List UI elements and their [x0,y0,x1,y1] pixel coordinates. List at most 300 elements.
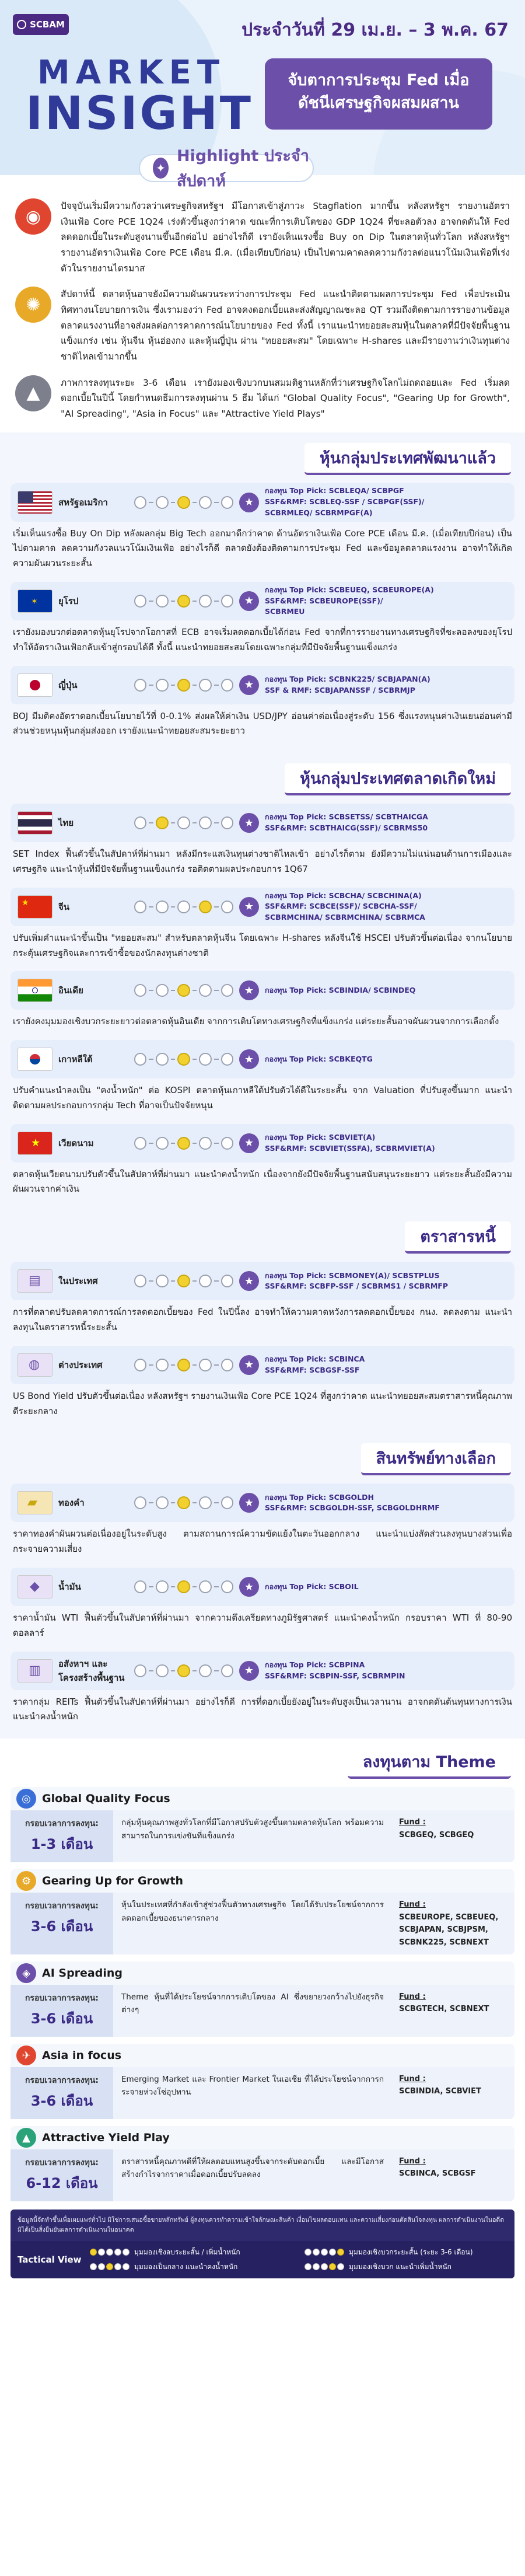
dot-connector [149,1059,153,1060]
legend-dot [90,2249,97,2256]
star-icon: ★ [239,1661,259,1681]
tactical-dot [221,1496,233,1509]
market-description: ราคากลุ่ม REITs ฟื้นตัวขึ้นในสัปดาห์ที่ผ่านมา อย่างไรก็ดี การที่ดอกเบี้ยยังอยู่ในระดับสูงเป็นเวลานาน อาจกดดันต้นทุนทางการเงิน แนะนำคงน้ำหนัก [13,1696,512,1722]
star-icon: ★ [239,980,259,1000]
theme-card [10,2126,514,2201]
top-pick-line: กองทุน Top Pick: SCBNK225/ SCBJAPAN(A) [265,674,430,683]
logo-mark-icon [17,20,26,29]
top-pick [265,674,508,696]
tactical-dot [156,1137,168,1150]
market-description: ราคาน้ำมัน WTI ฟื้นตัวขึ้นในสัปดาห์ที่ผ่านมา จากความตึงเครียดทางภูมิรัฐศาสตร์ แนะนำคงน้ำหนัก กรอบราคา WTI ที่ 80-90 ดอลลาร์ [13,1612,512,1638]
developed-section [0,432,525,753]
theme-horizon [10,1985,113,2037]
dot-connector [149,601,153,602]
tactical-dot [177,1275,190,1287]
tactical-dot [199,1664,211,1677]
tactical-dot [199,1137,211,1150]
tactical-dot [134,1359,146,1371]
tactical-dot [221,1580,233,1593]
legend-dot [337,2249,344,2256]
theme-title [10,2044,514,2067]
tactical-dot [134,900,146,913]
dot-connector [192,502,197,503]
theme-icon: ⚙ [16,1871,36,1891]
market-description: ราคาทองคำผันผวนต่อเนื่องอยู่ในระดับสูง ตามสถานการณ์ความขัดแย้งในตะวันออกกลาง แนะนำแบ่งสัดส่วนลงทุนบางส่วนเพื่อกระจายความเสี่ยง [13,1528,512,1555]
market-name: ในประเทศ [58,1276,98,1287]
market-row [10,1040,514,1078]
theme-title-text: Asia in focus [42,2049,122,2062]
dot-connector [171,1280,176,1282]
dot-connector [214,1280,219,1282]
dot-connector [149,822,153,823]
tactical-dot [177,900,190,913]
tactical-dot [199,1359,211,1371]
tactical-dot [156,1496,168,1509]
theme-horizon [10,1893,113,1954]
fixed-income-section [0,1211,525,1433]
market-name: อินเดีย [58,985,83,996]
top-pick-line: SSF & RMF: SCBJAPANSSF / SCBRMJP [265,685,415,694]
theme-description: Emerging Market และ Frontier Market ในเอเชีย ที่ได้ประโยชน์จากการกระจายห่วงโซ่อุปทาน [121,2075,384,2097]
section-title: หุ้นกลุ่มประเทศตลาดเกิดใหม่ [285,763,511,795]
legend-dot [98,2263,105,2270]
market-description: US Bond Yield ปรับตัวขึ้นต่อเนื่อง หลังสหรัฐฯ รายงานเงินเฟ้อ Core PCE 1Q24 ที่สูงกว่าคาด แนะนำทยอยสะสมตราสารหนี้คุณภาพดีระยะกลาง [13,1390,512,1416]
highlight-text: ภาพการลงทุนระยะ 3-6 เดือน เรายังมองเชิงบวกบนสมมติฐานหลักที่ว่าเศรษฐกิจโลกไม่ถดถอยและ Fed เริ่มลดดอกเบี้ยในปีนี้ โดยกำหนดธีมการลงทุนผ่าน 5 ธีม ได้แก่ "Global Quality Focus", "Gearing Up for Growth", "AI Spreading", "Asia in Focus" และ "Attractive Yield Plays" [61,377,510,419]
market-name: ยุโรป [58,595,79,606]
section-title: ลงทุนตาม Theme [348,1747,511,1779]
dot-connector [192,685,197,686]
tactical-dot [199,595,211,608]
market-name: ไทย [58,818,74,829]
legend-dot [98,2249,105,2256]
top-pick-line: กองทุน Top Pick: SCBLEQA/ SCBPGF [265,486,404,495]
dot-connector [149,1364,153,1366]
dot-connector [149,1586,153,1587]
theme-horizon [10,2067,113,2119]
star-icon: ★ [239,897,259,917]
chart-icon: ▲ [15,375,51,411]
issue-date: ประจำวันที่ 29 เม.ย. – 3 พ.ค. 67 [242,20,509,40]
fund-list: SCBGTECH, SCBNEXT [399,2005,489,2014]
top-pick [265,1492,508,1514]
market-row [10,888,514,926]
market-name: ต่างประเทศ [58,1359,103,1370]
tactical-dot [134,1275,146,1287]
star-icon: ★ [239,1493,259,1513]
legend-dot [313,2249,320,2256]
market-name: จีน [58,901,70,912]
top-pick-line: SSF&RMF: SCBEUROPE(SSF)/ [265,596,383,605]
fund-label: Fund : [399,2157,426,2166]
highlight-item [15,287,510,364]
tactical-dots [134,1664,233,1677]
theme-title [10,1869,514,1893]
horizon-value: 3-6 เดือน [30,2010,93,2027]
tactical-dot [177,679,190,692]
theme-funds [392,1893,514,1954]
dot-connector [149,685,153,686]
tactical-dots [134,816,233,829]
theme-horizon [10,2149,113,2201]
top-pick-line: กองทุน Top Pick: SCBCHA/ SCBCHINA(A) [265,891,422,900]
dot-connector [149,990,153,991]
dot-connector [171,685,176,686]
star-icon: ★ [239,1271,259,1291]
market-row [10,1262,514,1300]
legend-dot [313,2263,320,2270]
theme-title [10,2126,514,2149]
market-row [10,1652,514,1690]
tactical-dot [156,595,168,608]
theme-icon: ✈ [16,2046,36,2065]
horizon-label: กรอบเวลาการลงทุน: [24,2158,99,2167]
market-flag-icon: ▰ [18,1491,52,1514]
theme-body [10,1893,514,1954]
theme-funds [392,1985,514,2037]
dot-connector [171,1502,176,1503]
dot-connector [171,1586,176,1587]
dot-connector [192,1670,197,1671]
theme-icon: ▲ [16,2128,36,2148]
tactical-dot [156,1580,168,1593]
market-flag-icon: ✶ [18,589,52,613]
fund-list: SCBINDIA, SCBVIET [399,2087,481,2096]
tactical-title: Tactical View [18,2254,82,2265]
section-header [0,1747,525,1779]
tactical-dot [177,1137,190,1150]
theme-body [10,2149,514,2201]
top-pick-line: SSF&RMF: SCBLEQ-SSF / SCBPGF(SSF)/ [265,497,425,507]
market-row [10,582,514,620]
dot-connector [192,1502,197,1503]
dot-connector [192,1586,197,1587]
market-flag-icon: ◍ [18,1353,52,1377]
dot-connector [214,1670,219,1671]
tactical-dot [156,1053,168,1066]
star-icon: ★ [239,675,259,695]
legend-item [90,2261,293,2273]
market-flag-icon [18,979,52,1002]
dot-connector [192,601,197,602]
tactical-dot [177,496,190,509]
dot-connector [214,502,219,503]
market-description: การที่ตลาดปรับลดคาดการณ์การลดดอกเบี้ยของ Fed ในปีนี้ลง อาจทำให้ความคาดหวังการลดดอกเบี้ยของ กนง. ลดลงตาม แนะนำลงทุนในตราสารหนี้ระยะสั้น [13,1307,512,1333]
tactical-dots [134,679,233,692]
top-pick [265,486,508,518]
theme-horizon [10,1810,113,1862]
dot-connector [214,1143,219,1144]
tactical-dot [199,1496,211,1509]
tactical-dot [177,1053,190,1066]
tactical-dot [134,984,146,997]
legend-dot [329,2249,336,2256]
theme-description: Theme หุ้นที่ได้ประโยชน์จากการเติบโตของ AI ซึ่งขยายวงกว้างไปยังธุรกิจต่างๆ [121,1992,384,2015]
tactical-dot [221,900,233,913]
tactical-dot [221,1359,233,1371]
fund-list: SCBEUROPE, SCBEUEQ, SCBJAPAN, SCBJPSM, SCBNK225, SCBNEXT [399,1912,499,1947]
market-name: สหรัฐอเมริกา [58,497,108,508]
dot-connector [192,1143,197,1144]
legend-dot [106,2263,113,2270]
theme-body [10,1810,514,1862]
dot-connector [214,1586,219,1587]
top-pick [265,1132,508,1154]
legend-item [304,2261,508,2273]
emerging-section [0,753,525,1211]
dot-connector [214,1502,219,1503]
megaphone-icon: ✺ [15,287,51,323]
top-pick [265,812,508,834]
tactical-dot [156,1359,168,1371]
legend-dot [321,2249,328,2256]
section-title: หุ้นกลุ่มประเทศพัฒนาแล้ว [304,443,511,475]
legend-dots [90,2263,130,2270]
market-name: น้ำมัน [58,1582,81,1593]
top-pick-line: กองทุน Top Pick: SCBKEQTG [265,1054,373,1063]
horizon-value: 1-3 เดือน [30,1836,93,1853]
star-icon: ★ [239,1133,259,1153]
logo-text: SCBAM [30,19,65,30]
highlight-text: ปัจจุบันเริ่มมีความกังวลว่าเศรษฐกิจสหรัฐฯ มีโอกาสเข้าสู่ภาวะ Stagflation มากขึ้น หลังสหรัฐฯ รายงานอัตราเงินเฟ้อ Core PCE 1Q24 เร่งตัวขึ้นสูงกว่าคาด ขณะที่การเติบโตของ GDP 1Q24 ที่ชะลอตัวลง อาจกดดันให้ Fed ลดดอกเบี้ยในระดับสูงนานขึ้นอีกต่อไป อย่างไรก็ดี เรายังเห็นแรงซื้อ Buy on Dip ในตลาดหุ้นทั่วโลก หลังสหรัฐฯ รายงานอัตราเงินเฟ้อ Core PCE เดือน มี.ค. (เมื่อเทียบปีก่อน) เป็นไปตามคาดลดความกังวลต่อแนวโน้มเงินเฟ้อที่เร่งตัวในรายงานไตรมาส [61,201,510,274]
dot-connector [149,1143,153,1144]
dot-connector [214,685,219,686]
tactical-dot [156,496,168,509]
legend-dot [114,2249,121,2256]
legend-dot [337,2263,344,2270]
tactical-dots [134,900,233,913]
legend-dot [90,2263,97,2270]
theme-title-text: Global Quality Focus [42,1792,170,1806]
tactical-dot [177,984,190,997]
tactical-dot [134,1664,146,1677]
legend-dot [304,2249,312,2256]
top-pick-line: SSF&RMF: SCBVIET(SSFA), SCBRMVIET(A) [265,1143,435,1153]
tactical-dots [134,1359,233,1371]
alternatives-section [0,1433,525,1739]
tactical-legend [90,2247,508,2273]
market-row [10,1124,514,1163]
fund-list: SCBINCA, SCBGSF [399,2169,476,2179]
star-icon: ★ [239,1049,259,1069]
tactical-dot [177,1496,190,1509]
dot-connector [192,1280,197,1282]
tactical-dots [134,984,233,997]
horizon-label: กรอบเวลาการลงทุน: [24,1901,99,1911]
legend-label: มุมมองเชิงลบระยะสั้น / เพิ่มน้ำหนัก [134,2247,240,2256]
highlights [0,175,525,422]
dot-connector [214,906,219,907]
market-name: เวียดนาม [58,1137,94,1149]
theme-body [10,1985,514,2037]
horizon-label: กรอบเวลาการลงทุน: [24,1994,99,2003]
tactical-dot [177,1580,190,1593]
tactical-dot [221,496,233,509]
theme-card [10,1961,514,2037]
dot-connector [171,822,176,823]
top-pick-line: กองทุน Top Pick: SCBOIL [265,1582,359,1591]
market-row [10,1484,514,1522]
legend-dot [123,2263,130,2270]
tactical-dot [199,1053,211,1066]
tactical-dot [134,595,146,608]
tactical-dot [134,1137,146,1150]
theme-title-text: Gearing Up for Growth [42,1875,184,1888]
tactical-dots [134,595,233,608]
top-pick-line: SCBRMEU [265,607,305,616]
dot-connector [192,906,197,907]
legend-dot [304,2263,312,2270]
section-header [0,1443,525,1475]
tactical-dot [177,1664,190,1677]
tactical-dot [221,1664,233,1677]
tactical-view [10,2241,514,2278]
market-row [10,666,514,704]
tactical-dot [199,1275,211,1287]
market-description: ปรับเพิ่มคำแนะนำขึ้นเป็น "ทยอยสะสม" สำหรับตลาดหุ้นจีน โดยเฉพาะ H-shares หลังจีนใช้ HSCEI ปรับตัวขึ้นต่อเนื่อง จากนโยบายกระตุ้นเศรษฐกิจและการเข้าซื้อของนักลงทุนต่างชาติ [13,932,512,958]
tactical-dots [134,496,233,509]
theme-funds [392,1810,514,1862]
theme-icon: ◎ [16,1789,36,1809]
star-icon: ★ [239,493,259,512]
legend-dot [123,2249,130,2256]
tactical-dot [156,679,168,692]
market-name: เกาหลีใต้ [58,1054,93,1065]
dot-connector [171,906,176,907]
top-pick-line: SCBRMLEQ/ SCBRMPGF(A) [265,508,373,517]
market-flag-icon: ▥ [18,1659,52,1683]
tactical-dot [156,1275,168,1287]
market-description: เรายังคงมุมมองเชิงบวกระยะยาวต่อตลาดหุ้นอินเดีย จากการเติบโตทางเศรษฐกิจที่แข็งแกร่ง แต่ระยะสั้นอาจผันผวนจากการเลือกตั้ง [13,1016,499,1027]
tactical-dot [221,984,233,997]
dot-connector [214,990,219,991]
scbam-logo [13,14,69,35]
legend-label: มุมมองเชิงบวกระยะสั้น (ระยะ 3-6 เดือน) [349,2247,473,2256]
top-pick [265,1660,508,1682]
fund-label: Fund : [399,2075,426,2083]
dot-connector [171,601,176,602]
highlight-title [139,147,314,190]
theme-funds [392,2149,514,2201]
top-pick [265,1582,508,1593]
tactical-dot [221,816,233,829]
top-pick-line: SSF&RMF: SCBFP-SSF / SCBRMS1 / SCBRMFP [265,1282,448,1291]
tactical-dot [199,496,211,509]
dot-connector [192,1364,197,1366]
theme-icon: ◈ [16,1963,36,1983]
brand-insight: INSIGHT [26,88,254,140]
top-pick-line: กองทุน Top Pick: SCBGOLDH [265,1492,374,1502]
dot-connector [214,1059,219,1060]
theme-description: หุ้นในประเทศที่กำลังเข้าสู่ช่วงฟื้นตัวทางเศรษฐกิจ โดยได้รับประโยชน์จากการลดดอกเบี้ยของธนาคารกลาง [121,1900,384,1923]
tactical-dot [156,1664,168,1677]
theme-description: กลุ่มหุ้นคุณภาพสูงทั่วโลกที่มีโอกาสปรับตัวสูงขึ้นตามตลาดหุ้นโลก พร้อมความสามารถในการแข่งขันที่แข็งแกร่ง [121,1818,384,1841]
horizon-value: 3-6 เดือน [30,2093,93,2109]
tactical-dot [134,679,146,692]
tactical-dot [177,1359,190,1371]
legend-dot [329,2263,336,2270]
market-description: ตลาดหุ้นเวียดนามปรับตัวขึ้นในสัปดาห์ที่ผ่านมา แนะนำคงน้ำหนัก เนื่องจากยังมีปัจจัยพื้นฐานสนับสนุนระยะยาว แต่ระยะสั้นยังมีความผันผวนจากค่าเงิน [13,1168,512,1195]
top-pick [265,985,508,996]
section-title: สินทรัพย์ทางเลือก [361,1443,511,1475]
market-name: อสังหาฯ และโครงสร้างพื้นฐาน [58,1658,125,1683]
market-description: BOJ มีมติคงอัตราดอกเบี้ยนโยบายไว้ที่ 0-0.1% ส่งผลให้ค่าเงิน USD/JPY อ่อนค่าต่อเนื่องสู่ระดับ 156 ซึ่งแรงหนุนค่าเงินเยนอ่อนค่ามีส่วนช่วยหนุนหุ้นกลุ่มส่งออก เรายังแนะนำทยอยสะสมระยะยาว [13,710,512,737]
market-name: ทองคำ [58,1498,85,1509]
tactical-dots [134,1580,233,1593]
dot-connector [149,1502,153,1503]
headline-box: จับตาการประชุม Fed เมื่อดัชนีเศรษฐกิจผสมผสาน [265,58,492,130]
highlight-item [15,198,510,276]
fund-label: Fund : [399,1818,426,1827]
top-pick-line: SSF&RMF: SCBGSF-SSF [265,1365,360,1374]
dot-connector [171,1059,176,1060]
market-flag-icon: ★ [18,1132,52,1155]
tactical-dot [156,816,168,829]
star-icon: ★ [239,591,259,611]
horizon-label: กรอบเวลาการลงทุน: [24,2076,99,2085]
market-flag-icon: ★ [18,895,52,919]
dot-connector [149,502,153,503]
tactical-dot [199,984,211,997]
star-icon: ★ [239,1577,259,1597]
star-icon: ★ [239,813,259,833]
dot-connector [171,1364,176,1366]
legend-dots [304,2249,344,2256]
section-header [0,763,525,795]
highlight-text: สัปดาห์นี้ ตลาดหุ้นอาจยังมีความผันผวนระหว่างการประชุม Fed แนะนำติดตามผลการประชุม Fed เพื่อประเมินทิศทางนโยบายการเงิน ซึ่งเรามองว่า Fed อาจคงดอกเบี้ยและส่งสัญญาณชะลอ QT รวมถึงติดตามการรายงานข้อมูลตลาดแรงงานที่อาจส่งผลต่อการคาดการณ์นโยบายของ Fed ทั้งนี้ เราแนะนำทยอยสะสมหุ้นในตลาดที่มีปัจจัยพื้นฐานแข็งแกร่ง เช่น หุ้นจีน หุ้นฮ่องกง และหุ้นญี่ปุ่น ผ่าน "ทยอยสะสม" โดยเฉพาะ H-shares และมีรายงานว่าเงินทุนต่างชาติไหลเข้ามากขึ้น [61,289,510,362]
market-description: SET Index ฟื้นตัวขึ้นในสัปดาห์ที่ผ่านมา หลังมีกระแสเงินทุนต่างชาติไหลเข้า อย่างไรก็ตาม ยังมีความไม่แน่นอนด้านการเมืองและเศรษฐกิจ แนะนำหุ้นที่มีปัจจัยพื้นฐานแข็งแกร่ง รอติดตามผลประกอบการ 1Q67 [13,849,512,874]
theme-card [10,1869,514,1954]
tactical-dot [199,900,211,913]
legend-label: มุมมองเป็นกลาง แนะนำคงน้ำหนัก [134,2262,238,2271]
top-pick-line: กองทุน Top Pick: SCBSETSS/ SCBTHAICGA [265,812,428,822]
horizon-value: 3-6 เดือน [30,1918,93,1935]
dot-connector [214,822,219,823]
dot-connector [149,1280,153,1282]
top-pick-line: SSF&RMF: SCBCE(SSF)/ SCBCHA-SSF/ [265,902,417,911]
market-flag-icon: ▤ [18,1269,52,1293]
legend-dots [304,2263,344,2270]
top-pick-line: กองทุน Top Pick: SCBPINA [265,1660,365,1669]
top-pick-line: SSF&RMF: SCBTHAICG(SSF)/ SCBRMS50 [265,823,428,833]
theme-title-text: AI Spreading [42,1967,123,1980]
tactical-dot [199,679,211,692]
tactical-dot [221,595,233,608]
theme-description: ตราสารหนี้คุณภาพดีที่ให้ผลตอบแทนสูงขึ้นจากระดับดอกเบี้ย และมีโอกาสสร้างกำไรจากราคาเมื่อดอกเบี้ยปรับลดลง [121,2157,384,2180]
market-row [10,971,514,1010]
market-description: ปรับคำแนะนำลงเป็น "คงน้ำหนัก" ต่อ KOSPI ตลาดหุ้นเกาหลีใต้ปรับตัวได้ดีในระยะสั้น จาก Valuation ที่ปรับสูงขึ้นมาก แนะนำติดตามผลประกอบการกลุ่ม Tech ที่อาจเป็นปัจจัยหนุน [13,1085,512,1111]
dot-connector [171,1143,176,1144]
market-name: ญี่ปุ่น [58,679,78,690]
top-pick-line: กองทุน Top Pick: SCBINCA [265,1355,365,1364]
dot-connector [192,990,197,991]
market-row [10,804,514,842]
theme-title-text: Attractive Yield Play [42,2131,170,2144]
top-pick [265,891,508,923]
tactical-dot [134,1496,146,1509]
dot-connector [171,502,176,503]
legend-dot [106,2249,113,2256]
top-pick-line: SSF&RMF: SCBGOLDH-SSF, SCBGOLDHRMF [265,1503,440,1513]
section-header [0,443,525,475]
market-row [10,1346,514,1384]
dot-connector [192,1059,197,1060]
market-flag-icon [18,673,52,697]
theme-funds [392,2067,514,2119]
tactical-dots [134,1496,233,1509]
tactical-dot [221,1275,233,1287]
disclaimer: ข้อมูลนี้จัดทำขึ้นเพื่อเผยแพร่ทั่วไป มิใช่การเสนอซื้อขายหลักทรัพย์ ผู้ลงทุนควรทำความเข้าใจลักษณะสินค้า เงื่อนไขผลตอบแทน และความเสี่ยงก่อนตัดสินใจลงทุน ผลการดำเนินงานในอดีตมิได้เป็นสิ่งยืนยันผลการดำเนินงานในอนาคต [10,2210,514,2241]
fund-label: Fund : [399,1900,426,1910]
